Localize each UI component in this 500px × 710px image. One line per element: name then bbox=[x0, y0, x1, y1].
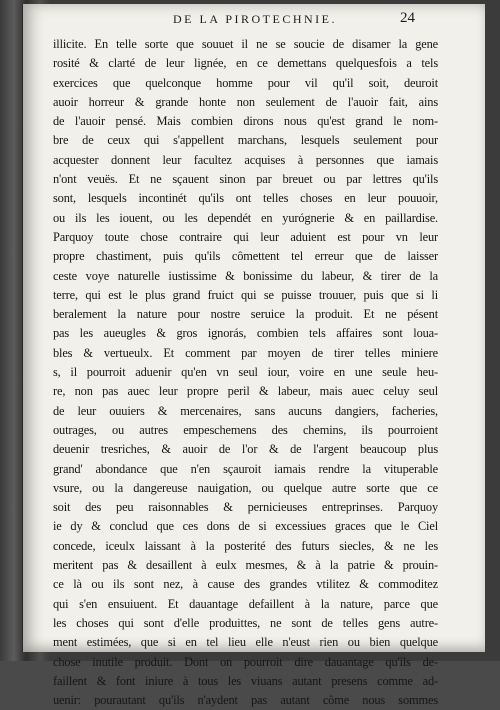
text-line: ceste voye naturelle iustissime & bonissime du labeur, & tirer de la bbox=[53, 268, 438, 283]
running-head: DE LA PIROTECHNIE. bbox=[173, 12, 337, 26]
text-line: deuenir tresriches, & auoir de l'or & de l'argent beaucoup plus bbox=[53, 442, 438, 457]
text-line: ou ils les iouent, ou les dependét en yurógnerie & en paillardise. bbox=[53, 210, 438, 225]
text-line: uenir: pourautant qu'ils n'aydent pas autant côme nous sommes bbox=[53, 693, 438, 708]
text-line: exercices que quelconque homme pour vil qu'il soit, deuroit bbox=[53, 75, 438, 90]
text-line: Parquoy toute chose contraire qui leur aduient est pour vn leur bbox=[53, 229, 438, 244]
text-line: n'ont veuës. Et ne sçauent sinon par breuet ou par lettres qu'ils bbox=[53, 172, 438, 187]
text-line: bles & vertueulx. Et comment par moyen de tirer telles miniere bbox=[53, 345, 438, 360]
page-number: 24 bbox=[400, 10, 415, 26]
text-line: qui s'en ensuiuent. Et dauantage defaillent à la nature, parce que bbox=[53, 596, 438, 611]
book-page bbox=[22, 4, 485, 708]
text-line: faillent & font iniure à tous les viuans autant presens comme ad- bbox=[53, 673, 438, 688]
text-line: meritent pas & desaillent à eulx mesmes, & à la patrie & prouin- bbox=[53, 558, 438, 573]
text-line: pas les aueugles & gros ignorás, combien tels affaires sont loua- bbox=[53, 326, 438, 341]
text-line: illicite. En telle sorte que souuet il ne se soucie de disamer la gene bbox=[53, 37, 438, 51]
text-line: grand' abondance que n'en sçauroit iamais rendre la vituperable bbox=[53, 461, 438, 476]
text-line: de leur ouuiers & mercenaires, sans aucuns dangiers, facheries, bbox=[53, 403, 438, 418]
text-line: soit des peu raisonnables & pernicieuses entreprinses. Parquoy bbox=[53, 500, 438, 515]
text-line: rosité & clarté de leur lignée, en ce demettans quelquesfois a tels bbox=[53, 56, 438, 71]
text-line: chose inutile produit. Dont on pourroit dire dauantage qu'ils de- bbox=[53, 654, 438, 669]
text-line: ie dy & conclud que ces dons de si excessiues graces que le Ciel bbox=[53, 519, 438, 534]
text-line: s, il pourroit aduenir qu'en vn seul iour, voire en une seule heu- bbox=[53, 365, 438, 380]
text-line: propre chastiment, puis qu'ils cômettent tel erreur que de laisser bbox=[53, 249, 438, 264]
text-line: auoir horreur & grande honte non seulement de l'auoir fait, ains bbox=[53, 94, 438, 109]
text-line: ment estimées, que si en tel lieu elle n'eust rien ou bien quelque bbox=[53, 635, 438, 650]
page-header bbox=[23, 12, 485, 32]
text-line: ce là ou ils sont nez, à cause des grandes vtilitez & commoditez bbox=[53, 577, 438, 592]
text-line: concede, iceulx laissant à la posterité des futurs siecles, & ne les bbox=[53, 538, 438, 553]
text-line: les choses qui sont d'elle produittes, ne sont de telles gens autre- bbox=[53, 615, 438, 630]
text-line: acquester donnent leur facultez acquises à personnes que iamais bbox=[53, 152, 438, 167]
text-line: beralement la nature pour nostre seruice la produit. Et ne pésent bbox=[53, 307, 438, 322]
body-text bbox=[53, 35, 438, 710]
text-line: vsure, ou la dangereuse nauigation, ou quelque autre sorte que ce bbox=[53, 480, 438, 495]
text-line: outrages, ou autres empeschemens des chemins, ils pourroient bbox=[53, 422, 438, 437]
text-line: terre, qui est le plus grand fruict qui se puisse trouuer, puis que si li bbox=[53, 287, 438, 302]
text-line: de l'auoir pensé. Mais combien dirons nous qu'est grand le nom- bbox=[53, 114, 438, 129]
text-line: re, non pas auec leur propre peril & labeur, mais auec celuy seul bbox=[53, 384, 438, 399]
text-line: sont, lesquels incontinét qu'ils ont telles choses en leur pouuoir, bbox=[53, 191, 438, 206]
text-line: bre de ceux qui s'appellent marchans, lesquels seulement pour bbox=[53, 133, 438, 148]
